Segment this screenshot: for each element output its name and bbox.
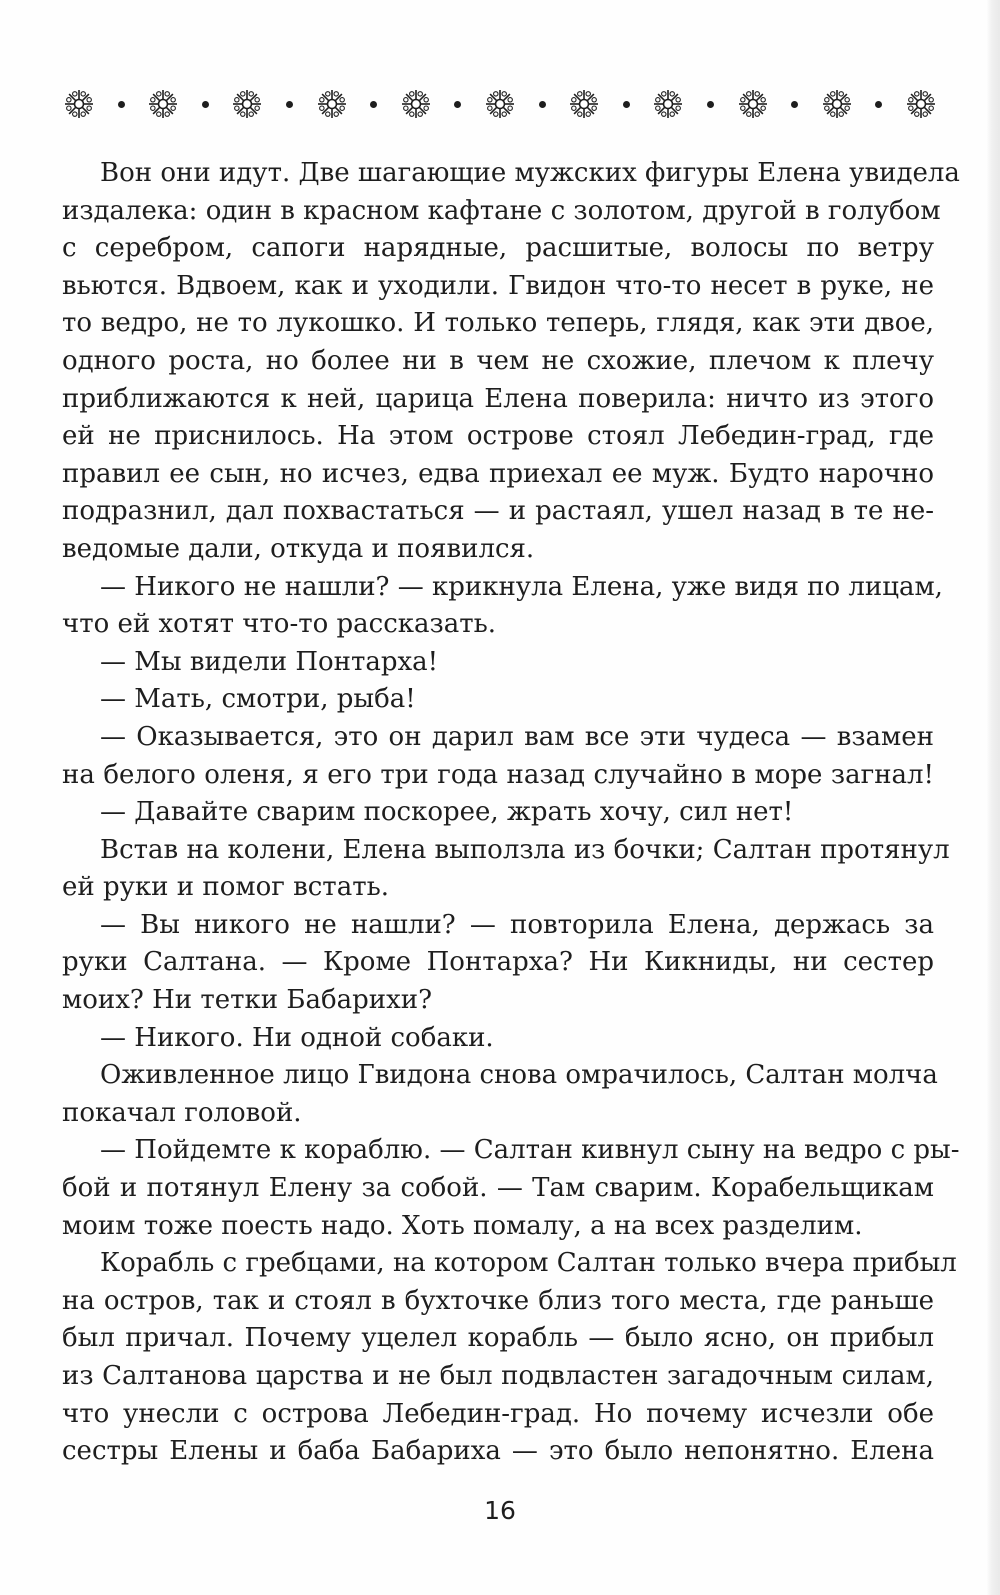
text-line: Вон они идут. Две шагающие мужских фигуры Елена увидела [100,158,960,188]
text-line: правил ее сын, но исчез, едва приехал ее муж. Будто нарочно [62,458,934,489]
star-flower-icon [820,87,854,121]
text-line: — Вы никого не нашли? — повторила Елена, держась за [100,909,934,940]
separator-dot [875,101,882,108]
text-line: руки Салтана. — Кроме Понтарха? Ни Кикниды, ни сестер [62,947,934,978]
star-flower-icon [736,87,770,121]
page-edge-shadow [986,0,1000,1595]
text-line: на остров, так и стоял в бухточке близ того места, где раньше [62,1285,934,1316]
star-flower-icon [567,87,601,121]
star-flower-icon [146,87,180,121]
text-line: ей не приснилось. На этом острове стоял Лебедин-град, где [62,421,934,452]
text-line: был причал. Почему уцелел корабль — было ясно, он прибыл [62,1323,934,1354]
body-text [62,155,960,1471]
text-line: издалека: один в красном кафтане с золотом, другой в голубом [62,195,941,226]
text-line: ведомые дали, откуда и появился. [62,533,535,564]
separator-dot [370,101,377,108]
star-flower-icon [399,87,433,121]
separator-dot [623,101,630,108]
text-line: Оживленное лицо Гвидона снова омрачилось, Салтан молча [100,1060,938,1091]
text-line: покачал головой. [62,1097,302,1128]
text-line: то ведро, не то лукошко. И только теперь, глядя, как эти двое, [62,308,934,339]
star-flower-icon [230,87,264,121]
text-line: вьются. Вдвоем, как и уходили. Гвидон что-то несет в руке, не [62,270,934,301]
text-line: — Давайте сварим поскорее, жрать хочу, сил нет! [100,797,794,828]
separator-dot [202,101,209,108]
page-number: 16 [484,1496,516,1525]
text-line: одного роста, но более ни в чем не схожие, плечом к плечу [62,345,934,376]
text-line: моим тоже поесть надо. Хоть помалу, а на всех разделим. [62,1210,863,1241]
text-line: — Никого. Ни одной собаки. [100,1022,494,1053]
text-line: сестры Елены и баба Бабариха — это было непонятно. Елена [62,1436,934,1467]
text-line: на белого оленя, я его три года назад случайно в море загнал! [62,759,934,790]
text-line: с серебром, сапоги нарядные, расшитые, волосы по ветру [62,233,934,264]
separator-dot [286,101,293,108]
text-line: — Мы видели Понтарха! [100,646,439,677]
text-line: Корабль с гребцами, на котором Салтан только вчера прибыл [100,1248,957,1279]
separator-dot [791,101,798,108]
separator-dot [539,101,546,108]
text-line: Встав на колени, Елена выползла из бочки; Салтан протянул [100,834,950,865]
text-line: моих? Ни тетки Бабарихи? [62,985,433,1016]
text-line: — Оказывается, это он дарил вам все эти чудеса — взамен [100,721,934,752]
star-flower-icon [315,87,349,121]
text-line: ей руки и помог встать. [62,872,389,903]
text-line: подразнил, дал похвастаться — и растаял, ушел назад в те не- [62,496,934,527]
text-line: что ей хотят что-то рассказать. [62,609,497,640]
text-line: из Салтанова царства и не был подвластен загадочным силам, [62,1361,934,1391]
star-flower-icon [651,87,685,121]
text-line: что унесли с острова Лебедин-град. Но почему исчезли обе [62,1398,934,1429]
text-line: бой и потянул Елену за собой. — Там сварим. Корабельщикам [62,1173,934,1204]
text-line: приближаются к ней, царица Елена поверила: ничто из этого [62,383,934,414]
star-flower-icon [904,87,938,121]
text-line: — Никого не нашли? — крикнула Елена, уже видя по лицам, [100,571,943,602]
separator-dot [454,101,461,108]
separator-dot [707,101,714,108]
star-flower-icon [62,87,96,121]
text-line: — Пойдемте к кораблю. — Салтан кивнул сыну на ведро с ры- [100,1135,960,1166]
star-flower-icon [483,87,517,121]
text-line: — Мать, смотри, рыба! [100,684,416,715]
separator-dot [118,101,125,108]
ornament-header [62,84,938,124]
